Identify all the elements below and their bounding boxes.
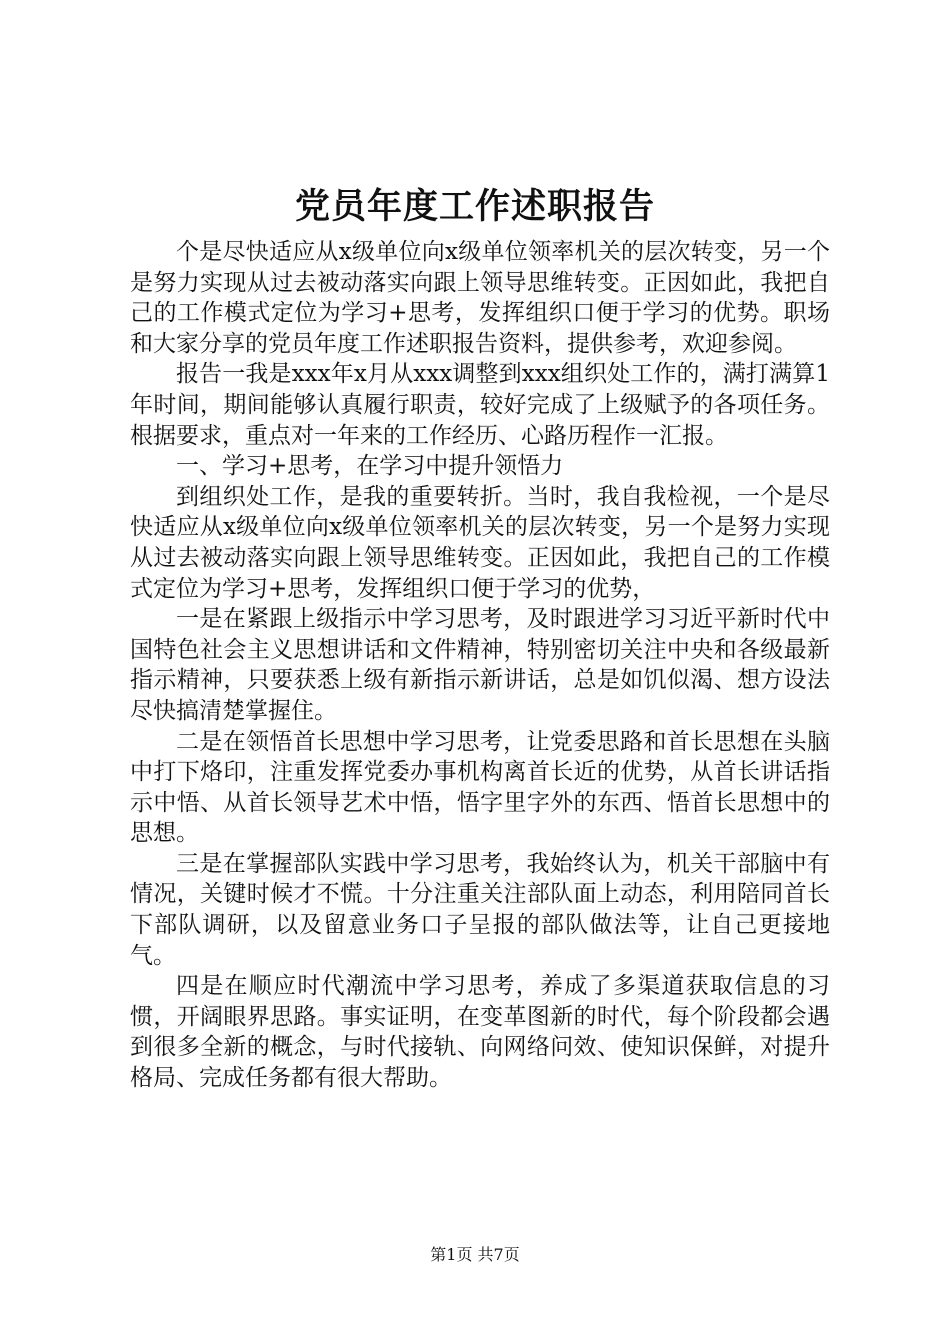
page-number-footer: 第1页 共7页 xyxy=(430,1245,520,1264)
section-heading-one: 一、学习+思考，在学习中提升领悟力 xyxy=(176,453,564,480)
paragraph-intro: 个是尽快适应从x级单位向x级单位领率机关的层次转变，另一个是努力实现从过去被动落实向跟上领导思维转变。正因如此，我把自己的工作模式定位为学习+思考，发挥组织口便于学习的优势。职场和大家分享的党员年度工作述职报告资料，提供参考，欢迎参阅。 xyxy=(130,239,830,357)
document-title: 党员年度工作述职报告 xyxy=(294,186,655,227)
paragraph-point-one: 一是在紧跟上级指示中学习思考，及时跟进学习习近平新时代中国特色社会主义思想讲话和文件精神，特别密切关注中央和各级最新指示精神，只要获悉上级有新指示新讲话，总是如饥似渴、想方设法尽快搞清楚掌握住。 xyxy=(130,606,830,724)
paragraph-point-four: 四是在顺应时代潮流中学习思考，养成了多渠道获取信息的习惯，开阔眼界思路。事实证明，在变革图新的时代，每个阶段都会遇到很多全新的概念，与时代接轨、向网络问效、使知识保鲜，对提升格局、完成任务都有很大帮助。 xyxy=(130,973,830,1092)
paragraph-point-two: 二是在领悟首长思想中学习思考，让党委思路和首长思想在头脑中打下烙印，注重发挥党委办事机构离首长近的优势，从首长讲话指示中悟、从首长领导艺术中悟，悟字里字外的东西、悟首长思想中的思想。 xyxy=(130,728,830,847)
paragraph-transition: 到组织处工作，是我的重要转折。当时，我自我检视，一个是尽快适应从x级单位向x级单位领率机关的层次转变，另一个是努力实现从过去被动落实向跟上领导思维转变。正因如此，我把自己的工作模式定位为学习+思考，发挥组织口便于学习的优势， xyxy=(130,483,830,602)
document-body xyxy=(130,237,830,1094)
paragraph-point-three: 三是在掌握部队实践中学习思考，我始终认为，机关干部脑中有情况，关键时候才不慌。十分注重关注部队面上动态，利用陪同首长下部队调研，以及留意业务口子呈报的部队做法等，让自己更接地气。 xyxy=(130,850,830,969)
paragraph-report-one: 报告一我是xxx年x月从xxx调整到xxx组织处工作的，满打满算1年时间，期间能够认真履行职责，较好完成了上级赋予的各项任务。根据要求，重点对一年来的工作经历、心路历程作一汇报。 xyxy=(130,361,830,449)
